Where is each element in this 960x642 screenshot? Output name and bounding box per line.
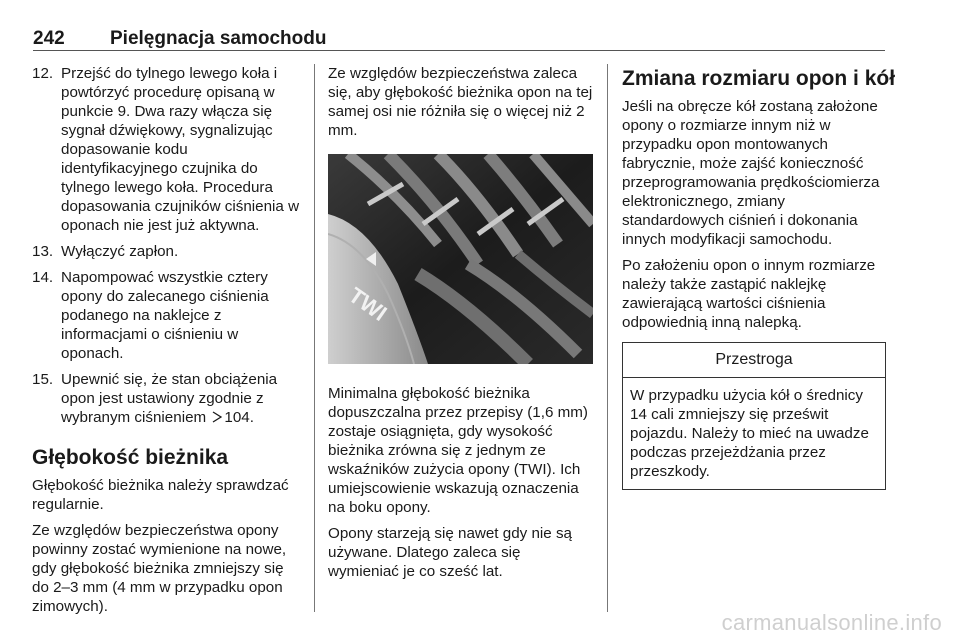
column-right [622, 64, 896, 490]
tread-paragraph: Ze względów bezpieczeństwa opony powinny zostać wymienione na nowe, gdy głębokość bieżnika zmniejszy się do 2–3 mm (4 mm w przypadku opon zimowych). [32, 522, 287, 615]
step-number: 13. [32, 243, 54, 260]
step-text: Przejść do tylnego lewego koła i powtórzyć procedurę opisaną w punkcie 9. Dwa razy włącza się sygnał dźwiękowy, sygnalizując dopasowanie kodu identyfikacyjnego czujnika do tylnego lewego koła. Procedura dopasowania czujników ciśnienia w oponach nie jest już aktywna. [61, 65, 300, 234]
list-item [32, 64, 302, 235]
caution-box [622, 342, 886, 490]
column-left [32, 64, 302, 623]
steps-list [32, 64, 302, 427]
tread-minimum-paragraph: Minimalna głębokość bieżnika dopuszczalna przez przepisy (1,6 mm) zostaje osiągnięta, gdy wysokość bieżnika zrówna się z jednym ze wskaźników zużycia opony (TWI). Ich umiejscowienie wskazują oznaczenia na boku opony. [328, 385, 588, 516]
list-item [32, 268, 302, 363]
tread-axle-paragraph: Ze względów bezpieczeństwa zaleca się, aby głębokość bieżnika opon na tej samej osi nie różniła się o więcej niż 2 mm. [328, 65, 593, 139]
column-divider [607, 64, 608, 612]
step-number: 15. [32, 371, 54, 388]
page-reference[interactable]: 104. [224, 409, 254, 426]
twi-label: TWI [344, 282, 392, 326]
tire-size-paragraph: Po założeniu opon o innym rozmiarze należy także zastąpić naklejkę zawierającą wartości ciśnienia odpowiednią inną nalepką. [622, 257, 876, 331]
tire-size-paragraph: Jeśli na obręcze kół zostaną założone opony o rozmiarze innym niż w przypadku opon montowanych fabrycznie, może zajść konieczność przeprogramowania prędkościomierza elektronicznego, zmiany standardowych ciśnień i dokonania innych modyfikacji samochodu. [622, 98, 880, 248]
caution-title: Przestroga [623, 343, 885, 378]
page-number: 242 [33, 28, 65, 49]
step-text: Upewnić się, że stan obciążenia opon jest ustawiony zgodnie z wybranym ciśnieniem [61, 371, 278, 426]
tire-size-heading: Zmiana rozmiaru opon i kół [622, 67, 896, 90]
step-text: Napompować wszystkie cztery opony do zalecanego ciśnienia podanego na naklejce z informacjami o ciśnieniu w oponach. [61, 269, 269, 362]
step-number: 14. [32, 269, 54, 286]
page-header [33, 26, 885, 51]
section-title: Pielęgnacja samochodu [110, 28, 327, 49]
column-divider [314, 64, 315, 612]
column-middle [328, 64, 593, 588]
step-text: Wyłączyć zapłon. [61, 243, 179, 260]
tire-tread-photo [328, 154, 593, 364]
watermark: carmanualsonline.info [721, 610, 942, 635]
page-reference-arrow-icon [212, 411, 222, 423]
list-item [32, 370, 302, 427]
list-item [32, 242, 302, 261]
tread-depth-heading: Głębokość bieżnika [32, 446, 229, 469]
tread-paragraph: Głębokość bieżnika należy sprawdzać regularnie. [32, 477, 289, 513]
step-number: 12. [32, 65, 54, 82]
tire-aging-paragraph: Opony starzeją się nawet gdy nie są używane. Dlatego zaleca się wymieniać je co sześć lat. [328, 525, 572, 580]
caution-text: W przypadku użycia kół o średnicy 14 cali zmniejszy się prześwit pojazdu. Należy to mieć na uwadze podczas przejeżdżania przez przeszkody. [630, 387, 869, 480]
